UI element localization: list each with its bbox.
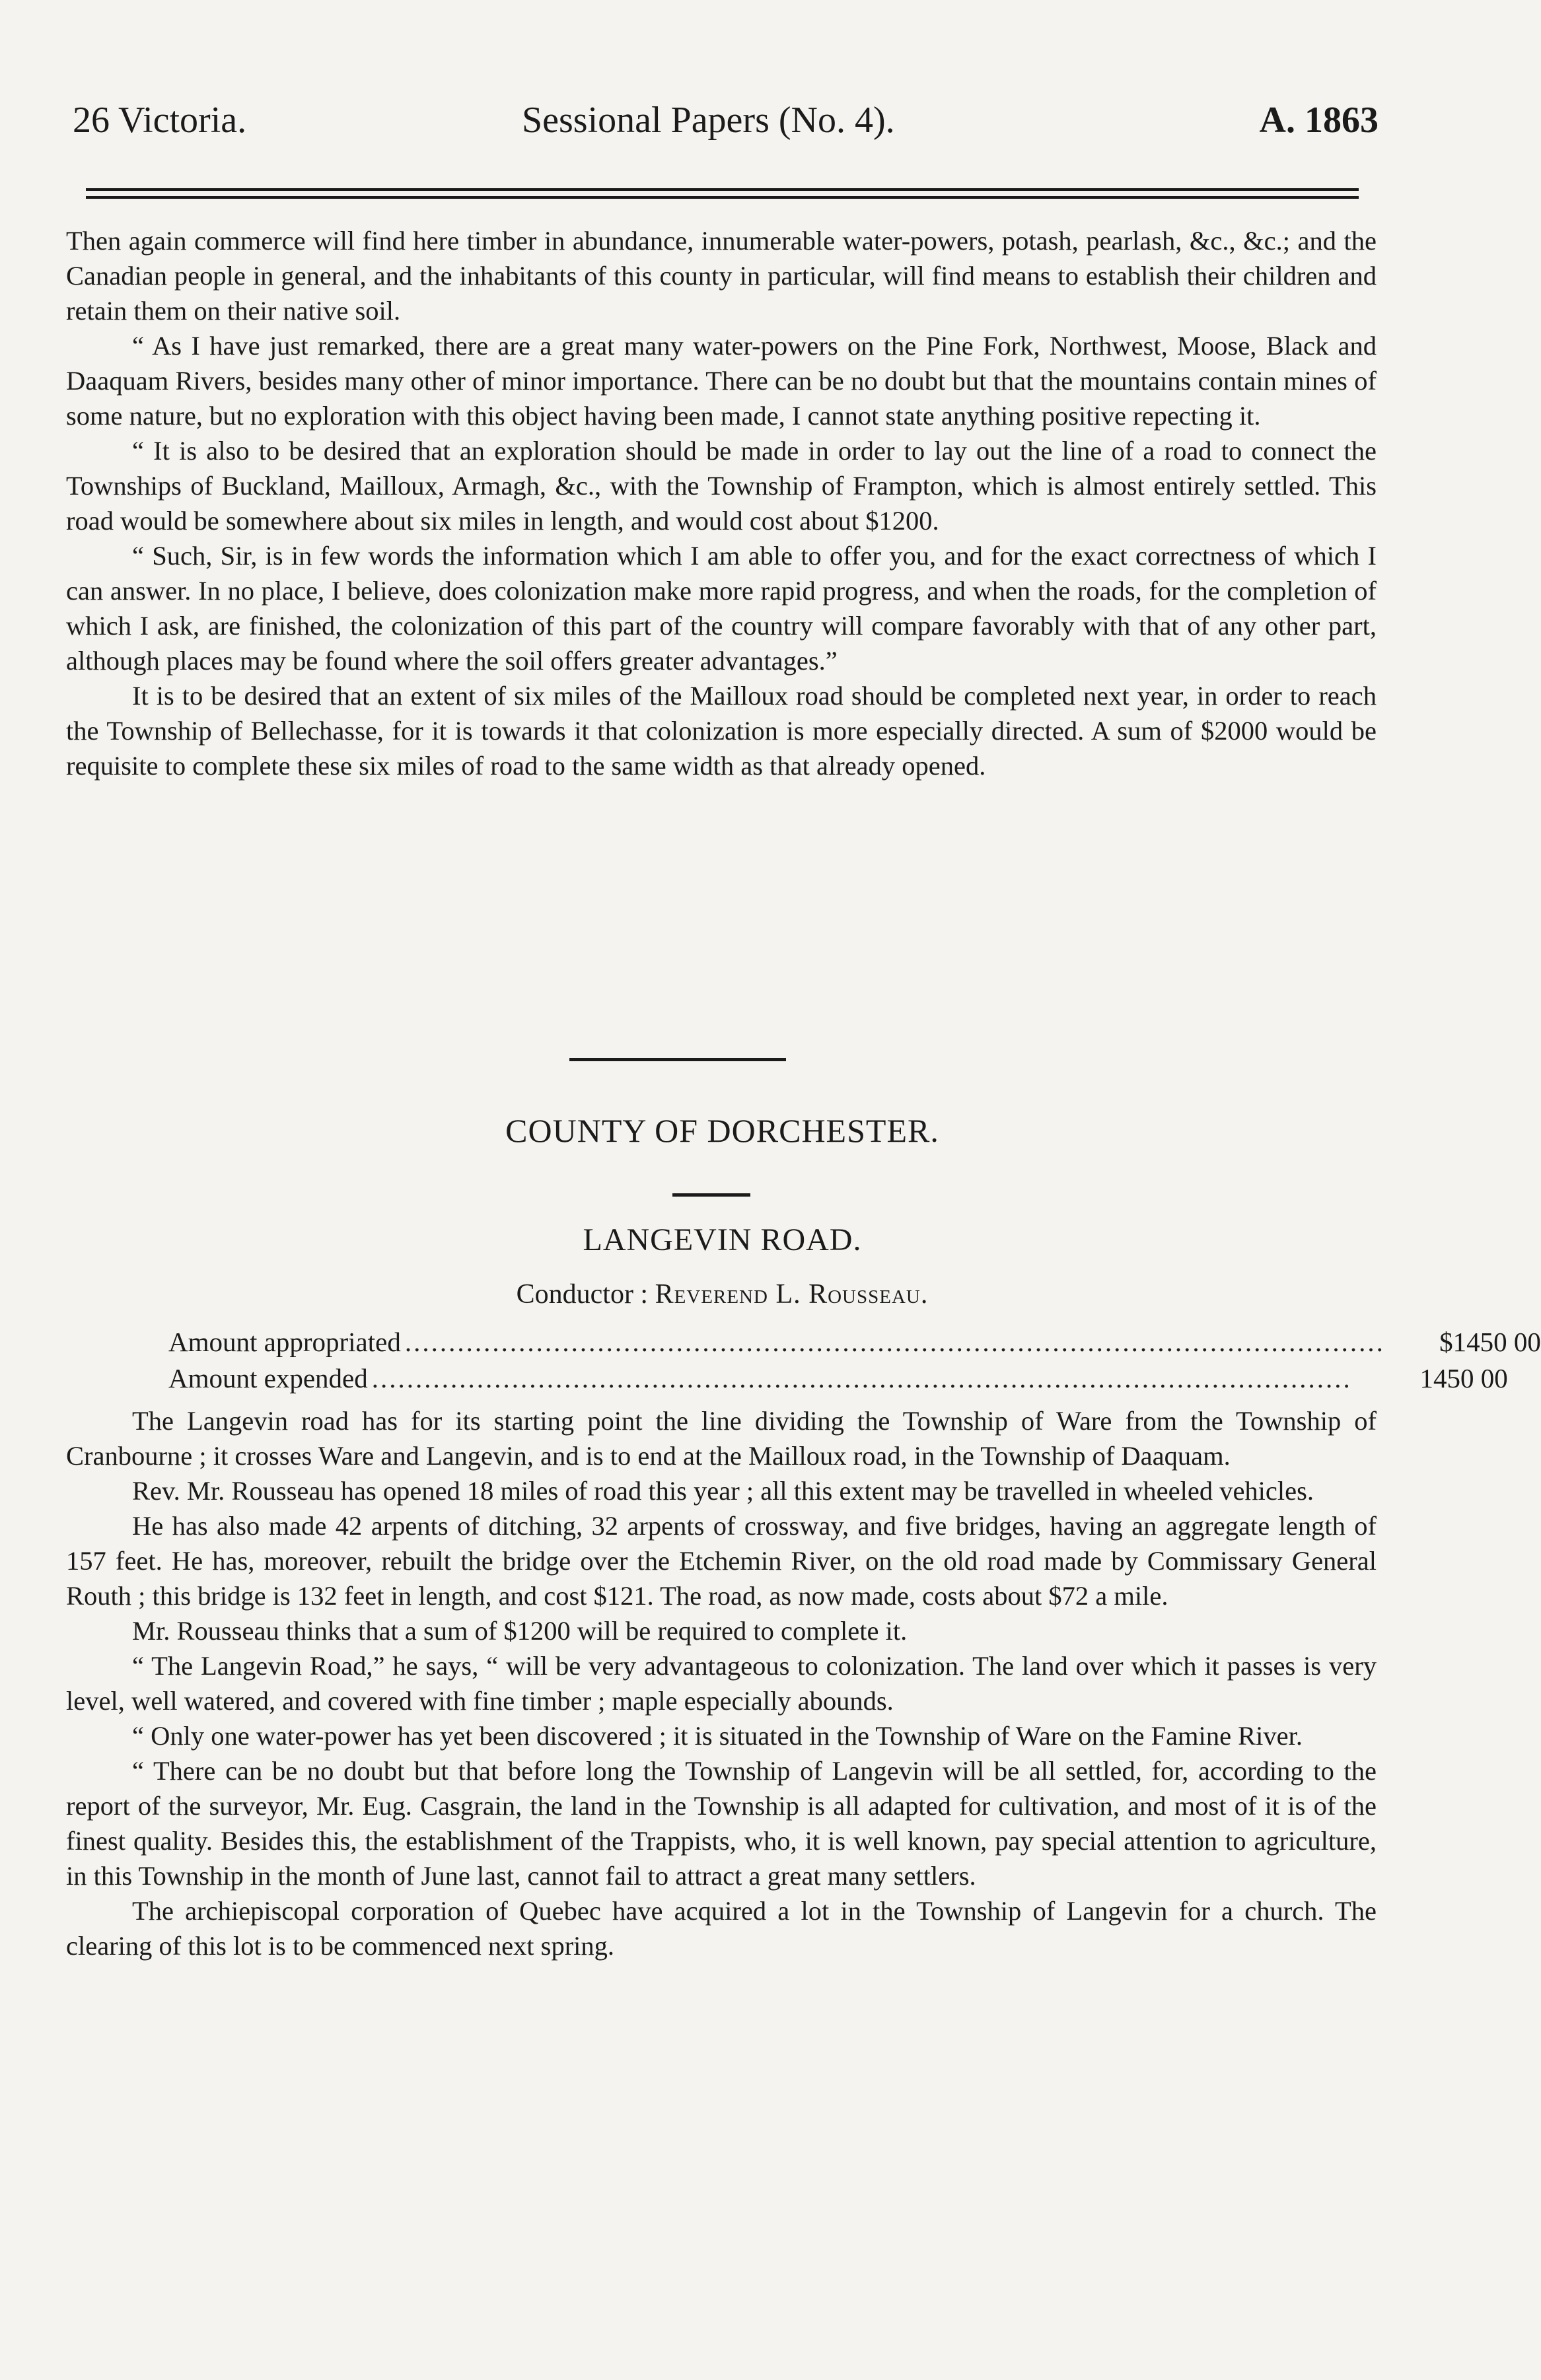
county-heading: COUNTY OF DORCHESTER.	[505, 1112, 939, 1149]
paragraph: “ The Langevin Road,” he says, “ will be very advantageous to colonization. The land over which it passes is very level, well watered, and covered with fine timber ; maple especially abounds.	[66, 1651, 1377, 1716]
header-title: Sessional Papers (No. 4).	[522, 100, 895, 141]
dot-leader: ................................................................................................................	[404, 1327, 1385, 1357]
top-text-block	[66, 223, 1377, 783]
amount-label: Amount appropriated	[168, 1327, 401, 1357]
paragraph: “ Only one water-power has yet been discovered ; it is situated in the Township of Ware on the Famine River.	[132, 1721, 1303, 1751]
paragraph: The Langevin road has for its starting point the line dividing the Township of Ware from the Township of Cranbourne ; it crosses Ware and Langevin, and is to end at the Mailloux road, in the Township of Daaquam.	[66, 1406, 1377, 1471]
conductor-line	[0, 1278, 1445, 1310]
paragraph: He has also made 42 arpents of ditching, 32 arpents of crossway, and five bridges, having an aggregate length of 157 feet. He has, moreover, rebuilt the bridge over the Etchemin River, on the old road made by Commissary General Routh ; this bridge is 132 feet in length, and cost $121. The road, as now made, costs about $72 a mile.	[66, 1511, 1377, 1611]
paragraph: “ There can be no doubt but that before long the Township of Langevin will be all settled, for, according to the report of the surveyor, Mr. Eug. Casgrain, the land in the Township is all adapted for cultivation, and most of it is of the finest quality. Besides this, the establishment of the Trappists, who, it is well known, pay special attention to agriculture, in this Township in the month of June last, cannot fail to attract a great many settlers.	[66, 1756, 1377, 1891]
amount-expended-row	[168, 1362, 1508, 1399]
paragraph: Then again commerce will find here timber in abundance, innumerable water-powers, potash, pearlash, &c., &c.; and the Canadian people in general, and the inhabitants of this county in particular, will find means to establish their children and retain them on their native soil.	[66, 226, 1377, 326]
section-divider-rule	[569, 1058, 786, 1061]
header-double-rule	[86, 188, 1359, 200]
amount-label: Amount expended	[168, 1363, 368, 1393]
paragraph: “ It is also to be desired that an exploration should be made in order to lay out the line of a road to connect the Townships of Buckland, Mailloux, Armagh, &c., with the Township of Frampton, which is almost entirely settled. This road would be somewhere about six miles in length, and would cost about $1200.	[66, 436, 1377, 536]
road-heading: LANGEVIN ROAD.	[583, 1222, 862, 1257]
dot-leader: ................................................................................................................	[371, 1363, 1352, 1393]
paragraph: Mr. Rousseau thinks that a sum of $1200 will be required to complete it.	[132, 1616, 908, 1646]
paragraph: Rev. Mr. Rousseau has opened 18 miles of road this year ; all this extent may be travelled in wheeled vehicles.	[132, 1476, 1314, 1506]
conductor-name: Reverend L. Rousseau.	[655, 1279, 929, 1310]
heading-divider-rule	[672, 1193, 750, 1197]
paragraph: It is to be desired that an extent of six miles of the Mailloux road should be completed next year, in order to reach the Township of Bellechasse, for it is towards it that colonization is more especially directed. A sum of $2000 would be requisite to complete these six miles of road to the same width as that already opened.	[66, 681, 1377, 781]
paragraph: “ Such, Sir, is in few words the information which I am able to offer you, and for the exact correctness of which I can answer. In no place, I believe, does colonization make more rapid progress, and when the roads, for the completion of which I ask, are finished, the colonization of this part of the country will compare favorably with that of any other part, although places may be found where the soil offers greater advantages.”	[66, 541, 1377, 676]
header-session: 26 Victoria.	[73, 100, 247, 141]
paragraph: “ As I have just remarked, there are a great many water-powers on the Pine Fork, Northwest, Moose, Black and Daaquam Rivers, besides many other of minor importance. There can be no doubt but that the mountains contain mines of some nature, but no exploration with this object having been made, I cannot state anything positive repecting it.	[66, 331, 1377, 431]
amount-appropriated-row	[168, 1326, 1541, 1362]
amount-value: $1450 00	[1439, 1327, 1541, 1357]
header-year: A. 1863	[1259, 100, 1379, 141]
bottom-text-block	[66, 1403, 1377, 1963]
paragraph: The archiepiscopal corporation of Quebec have acquired a lot in the Township of Langevin for a church. The clearing of this lot is to be commenced next spring.	[66, 1896, 1377, 1961]
conductor-label: Conductor :	[516, 1279, 649, 1310]
page-header	[73, 99, 1379, 152]
amount-value: 1450 00	[1419, 1363, 1508, 1393]
